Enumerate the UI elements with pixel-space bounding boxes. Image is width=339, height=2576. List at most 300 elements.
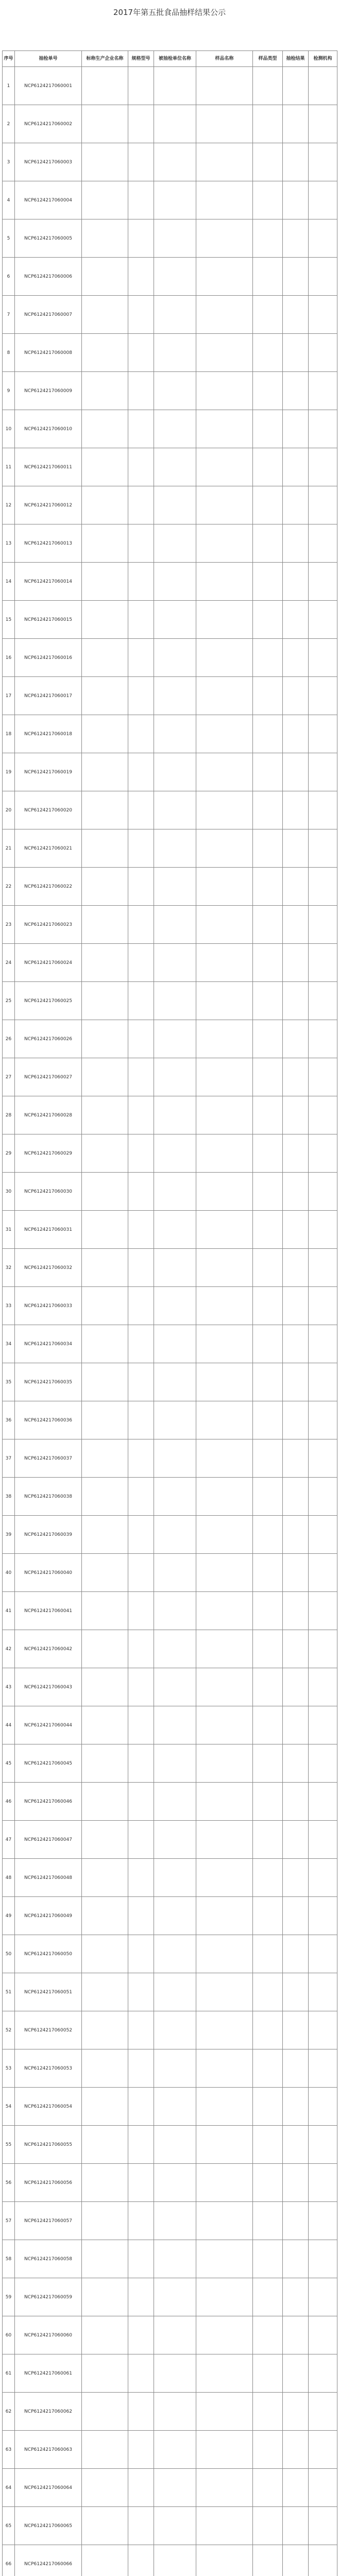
cell-no: 5 bbox=[3, 219, 15, 258]
cell-lab bbox=[309, 1439, 337, 1478]
cell-no: 15 bbox=[3, 601, 15, 639]
cell-sample-type bbox=[253, 1821, 283, 1859]
cell-sample-type bbox=[253, 2278, 283, 2316]
cell-lab bbox=[309, 2431, 337, 2469]
cell-sample-name bbox=[196, 1973, 253, 2011]
cell-sample-name bbox=[196, 2164, 253, 2202]
table-row bbox=[3, 1821, 337, 1859]
cell-no: 25 bbox=[3, 982, 15, 1020]
cell-sample-name bbox=[196, 944, 253, 982]
cell-result bbox=[283, 2164, 309, 2202]
cell-sample-id: NCP6124217060045 bbox=[15, 1744, 82, 1783]
cell-spec bbox=[128, 1249, 154, 1287]
cell-spec bbox=[128, 1973, 154, 2011]
cell-sample-type bbox=[253, 1592, 283, 1630]
col-header-producer: 标称生产企业名称 bbox=[82, 51, 128, 67]
cell-sampled-unit bbox=[154, 1935, 196, 1973]
col-header-sampled-unit: 被抽检单位名称 bbox=[154, 51, 196, 67]
cell-result bbox=[283, 791, 309, 829]
cell-sample-name bbox=[196, 639, 253, 677]
cell-producer bbox=[82, 829, 128, 868]
cell-spec bbox=[128, 2393, 154, 2431]
cell-no: 6 bbox=[3, 258, 15, 296]
cell-sample-type bbox=[253, 829, 283, 868]
cell-result bbox=[283, 944, 309, 982]
cell-sample-id: NCP6124217060009 bbox=[15, 372, 82, 410]
table-row bbox=[3, 1897, 337, 1935]
cell-producer bbox=[82, 2202, 128, 2240]
cell-sample-type bbox=[253, 1211, 283, 1249]
cell-sample-type bbox=[253, 715, 283, 753]
cell-producer bbox=[82, 1897, 128, 1935]
cell-spec bbox=[128, 2049, 154, 2088]
cell-sampled-unit bbox=[154, 1020, 196, 1058]
cell-no: 60 bbox=[3, 2316, 15, 2354]
cell-result bbox=[283, 1020, 309, 1058]
cell-producer bbox=[82, 1439, 128, 1478]
cell-sample-name bbox=[196, 2126, 253, 2164]
cell-lab bbox=[309, 219, 337, 258]
cell-sample-name bbox=[196, 1516, 253, 1554]
cell-sample-name bbox=[196, 2240, 253, 2278]
col-header-spec: 规格型号 bbox=[128, 51, 154, 67]
cell-no: 46 bbox=[3, 1783, 15, 1821]
cell-sampled-unit bbox=[154, 677, 196, 715]
cell-lab bbox=[309, 639, 337, 677]
cell-sampled-unit bbox=[154, 1744, 196, 1783]
cell-no: 48 bbox=[3, 1859, 15, 1897]
cell-no: 9 bbox=[3, 372, 15, 410]
cell-lab bbox=[309, 1554, 337, 1592]
cell-sampled-unit bbox=[154, 2393, 196, 2431]
cell-no: 35 bbox=[3, 1363, 15, 1401]
cell-producer bbox=[82, 2240, 128, 2278]
table-row bbox=[3, 143, 337, 181]
cell-sampled-unit bbox=[154, 1363, 196, 1401]
cell-spec bbox=[128, 1554, 154, 1592]
cell-no: 32 bbox=[3, 1249, 15, 1287]
table-row bbox=[3, 524, 337, 563]
cell-spec bbox=[128, 563, 154, 601]
cell-spec bbox=[128, 486, 154, 524]
cell-sample-name bbox=[196, 143, 253, 181]
cell-sample-id: NCP6124217060034 bbox=[15, 1325, 82, 1363]
cell-producer bbox=[82, 1668, 128, 1706]
cell-no: 47 bbox=[3, 1821, 15, 1859]
cell-result bbox=[283, 1859, 309, 1897]
cell-lab bbox=[309, 1211, 337, 1249]
cell-producer bbox=[82, 1211, 128, 1249]
cell-sample-type bbox=[253, 791, 283, 829]
cell-no: 20 bbox=[3, 791, 15, 829]
cell-sample-id: NCP6124217060001 bbox=[15, 67, 82, 105]
cell-spec bbox=[128, 1325, 154, 1363]
cell-producer bbox=[82, 2469, 128, 2507]
cell-sample-id: NCP6124217060066 bbox=[15, 2545, 82, 2576]
cell-sample-id: NCP6124217060015 bbox=[15, 601, 82, 639]
cell-producer bbox=[82, 1363, 128, 1401]
cell-result bbox=[283, 410, 309, 448]
cell-sampled-unit bbox=[154, 1249, 196, 1287]
cell-spec bbox=[128, 1058, 154, 1096]
cell-sample-id: NCP6124217060018 bbox=[15, 715, 82, 753]
cell-sample-name bbox=[196, 486, 253, 524]
cell-sample-name bbox=[196, 2202, 253, 2240]
cell-sample-id: NCP6124217060014 bbox=[15, 563, 82, 601]
cell-producer bbox=[82, 1706, 128, 1744]
cell-producer bbox=[82, 2545, 128, 2576]
cell-sample-name bbox=[196, 1287, 253, 1325]
cell-sample-id: NCP6124217060010 bbox=[15, 410, 82, 448]
cell-spec bbox=[128, 982, 154, 1020]
cell-lab bbox=[309, 2393, 337, 2431]
table-row bbox=[3, 1478, 337, 1516]
cell-sample-id: NCP6124217060032 bbox=[15, 1249, 82, 1287]
cell-lab bbox=[309, 1287, 337, 1325]
cell-sample-id: NCP6124217060012 bbox=[15, 486, 82, 524]
cell-result bbox=[283, 67, 309, 105]
cell-producer bbox=[82, 601, 128, 639]
cell-sample-name bbox=[196, 524, 253, 563]
cell-producer bbox=[82, 944, 128, 982]
cell-spec bbox=[128, 143, 154, 181]
cell-sample-id: NCP6124217060021 bbox=[15, 829, 82, 868]
table-row bbox=[3, 1973, 337, 2011]
cell-sample-name bbox=[196, 2431, 253, 2469]
cell-no: 62 bbox=[3, 2393, 15, 2431]
table-row bbox=[3, 2507, 337, 2545]
cell-sample-type bbox=[253, 2049, 283, 2088]
table-row bbox=[3, 563, 337, 601]
cell-lab bbox=[309, 2469, 337, 2507]
cell-sample-name bbox=[196, 1859, 253, 1897]
cell-sample-type bbox=[253, 1058, 283, 1096]
cell-sample-type bbox=[253, 181, 283, 219]
cell-spec bbox=[128, 2240, 154, 2278]
cell-sample-name bbox=[196, 1783, 253, 1821]
cell-sampled-unit bbox=[154, 2278, 196, 2316]
cell-lab bbox=[309, 448, 337, 486]
cell-sample-id: NCP6124217060008 bbox=[15, 334, 82, 372]
cell-sample-type bbox=[253, 1706, 283, 1744]
cell-sample-name bbox=[196, 829, 253, 868]
cell-sampled-unit bbox=[154, 410, 196, 448]
cell-sampled-unit bbox=[154, 2469, 196, 2507]
cell-sampled-unit bbox=[154, 1058, 196, 1096]
page-title: 2017年第五批食品抽样结果公示 bbox=[113, 8, 226, 17]
cell-spec bbox=[128, 258, 154, 296]
cell-sampled-unit bbox=[154, 1096, 196, 1134]
cell-spec bbox=[128, 1744, 154, 1783]
cell-lab bbox=[309, 1249, 337, 1287]
cell-sample-name bbox=[196, 219, 253, 258]
cell-lab bbox=[309, 1592, 337, 1630]
cell-sample-name bbox=[196, 1020, 253, 1058]
cell-lab bbox=[309, 2164, 337, 2202]
cell-producer bbox=[82, 906, 128, 944]
cell-no: 52 bbox=[3, 2011, 15, 2049]
cell-producer bbox=[82, 1478, 128, 1516]
cell-lab bbox=[309, 181, 337, 219]
cell-sample-type bbox=[253, 1363, 283, 1401]
cell-spec bbox=[128, 1935, 154, 1973]
cell-no: 36 bbox=[3, 1401, 15, 1439]
table-row bbox=[3, 829, 337, 868]
table-row bbox=[3, 2011, 337, 2049]
cell-no: 8 bbox=[3, 334, 15, 372]
cell-lab bbox=[309, 753, 337, 791]
cell-producer bbox=[82, 2126, 128, 2164]
cell-sample-type bbox=[253, 1897, 283, 1935]
cell-no: 59 bbox=[3, 2278, 15, 2316]
cell-lab bbox=[309, 1325, 337, 1363]
cell-spec bbox=[128, 2316, 154, 2354]
cell-producer bbox=[82, 677, 128, 715]
table-row bbox=[3, 715, 337, 753]
cell-spec bbox=[128, 1020, 154, 1058]
cell-sample-id: NCP6124217060054 bbox=[15, 2088, 82, 2126]
cell-lab bbox=[309, 2240, 337, 2278]
cell-no: 31 bbox=[3, 1211, 15, 1249]
cell-producer bbox=[82, 2011, 128, 2049]
cell-result bbox=[283, 1744, 309, 1783]
cell-sample-type bbox=[253, 410, 283, 448]
cell-producer bbox=[82, 1859, 128, 1897]
cell-producer bbox=[82, 1516, 128, 1554]
cell-spec bbox=[128, 1211, 154, 1249]
cell-sample-id: NCP6124217060040 bbox=[15, 1554, 82, 1592]
cell-sample-type bbox=[253, 1516, 283, 1554]
cell-producer bbox=[82, 1630, 128, 1668]
cell-producer bbox=[82, 1592, 128, 1630]
cell-no: 38 bbox=[3, 1478, 15, 1516]
cell-sample-id: NCP6124217060007 bbox=[15, 296, 82, 334]
cell-no: 26 bbox=[3, 1020, 15, 1058]
cell-sample-id: NCP6124217060024 bbox=[15, 944, 82, 982]
cell-sample-type bbox=[253, 601, 283, 639]
table-row bbox=[3, 1516, 337, 1554]
cell-sample-type bbox=[253, 524, 283, 563]
table-row bbox=[3, 982, 337, 1020]
cell-sampled-unit bbox=[154, 67, 196, 105]
cell-sampled-unit bbox=[154, 2126, 196, 2164]
cell-sampled-unit bbox=[154, 181, 196, 219]
cell-sample-type bbox=[253, 639, 283, 677]
cell-no: 4 bbox=[3, 181, 15, 219]
cell-sample-name bbox=[196, 181, 253, 219]
cell-result bbox=[283, 448, 309, 486]
cell-result bbox=[283, 1401, 309, 1439]
cell-result bbox=[283, 2316, 309, 2354]
cell-producer bbox=[82, 2431, 128, 2469]
cell-sample-name bbox=[196, 1668, 253, 1706]
results-table bbox=[2, 50, 337, 2576]
cell-sample-type bbox=[253, 219, 283, 258]
cell-result bbox=[283, 296, 309, 334]
cell-sample-id: NCP6124217060049 bbox=[15, 1897, 82, 1935]
col-header-sample-type: 样品类型 bbox=[253, 51, 283, 67]
cell-spec bbox=[128, 753, 154, 791]
cell-sample-name bbox=[196, 2088, 253, 2126]
cell-producer bbox=[82, 2316, 128, 2354]
cell-lab bbox=[309, 1859, 337, 1897]
cell-producer bbox=[82, 67, 128, 105]
cell-spec bbox=[128, 1363, 154, 1401]
cell-result bbox=[283, 2126, 309, 2164]
table-row bbox=[3, 2545, 337, 2576]
cell-lab bbox=[309, 1058, 337, 1096]
cell-sample-id: NCP6124217060037 bbox=[15, 1439, 82, 1478]
table-row bbox=[3, 1287, 337, 1325]
cell-sample-type bbox=[253, 1173, 283, 1211]
cell-sample-type bbox=[253, 296, 283, 334]
cell-spec bbox=[128, 410, 154, 448]
cell-sample-type bbox=[253, 2545, 283, 2576]
cell-producer bbox=[82, 868, 128, 906]
cell-sample-id: NCP6124217060020 bbox=[15, 791, 82, 829]
cell-sampled-unit bbox=[154, 1973, 196, 2011]
cell-no: 33 bbox=[3, 1287, 15, 1325]
cell-producer bbox=[82, 1134, 128, 1173]
cell-result bbox=[283, 1630, 309, 1668]
cell-lab bbox=[309, 296, 337, 334]
cell-no: 24 bbox=[3, 944, 15, 982]
cell-result bbox=[283, 334, 309, 372]
table-row bbox=[3, 639, 337, 677]
cell-sample-id: NCP6124217060005 bbox=[15, 219, 82, 258]
cell-sampled-unit bbox=[154, 334, 196, 372]
cell-spec bbox=[128, 944, 154, 982]
cell-lab bbox=[309, 1821, 337, 1859]
cell-no: 19 bbox=[3, 753, 15, 791]
cell-sample-id: NCP6124217060033 bbox=[15, 1287, 82, 1325]
table-row bbox=[3, 2354, 337, 2393]
col-header-lab: 检测机构 bbox=[309, 51, 337, 67]
cell-sample-type bbox=[253, 105, 283, 143]
cell-no: 61 bbox=[3, 2354, 15, 2393]
col-header-result: 抽检结果 bbox=[283, 51, 309, 67]
cell-sample-type bbox=[253, 2202, 283, 2240]
cell-producer bbox=[82, 2393, 128, 2431]
cell-sample-name bbox=[196, 2278, 253, 2316]
cell-lab bbox=[309, 982, 337, 1020]
cell-sample-type bbox=[253, 1744, 283, 1783]
cell-sample-type bbox=[253, 372, 283, 410]
cell-sample-name bbox=[196, 1706, 253, 1744]
cell-sample-name bbox=[196, 448, 253, 486]
cell-no: 29 bbox=[3, 1134, 15, 1173]
cell-result bbox=[283, 486, 309, 524]
cell-spec bbox=[128, 829, 154, 868]
cell-sample-name bbox=[196, 2316, 253, 2354]
cell-spec bbox=[128, 2545, 154, 2576]
cell-lab bbox=[309, 143, 337, 181]
table-row bbox=[3, 1058, 337, 1096]
cell-producer bbox=[82, 2507, 128, 2545]
cell-sampled-unit bbox=[154, 944, 196, 982]
cell-sampled-unit bbox=[154, 524, 196, 563]
cell-sample-id: NCP6124217060031 bbox=[15, 1211, 82, 1249]
cell-sample-name bbox=[196, 1478, 253, 1516]
cell-sampled-unit bbox=[154, 1783, 196, 1821]
cell-sample-id: NCP6124217060022 bbox=[15, 868, 82, 906]
cell-sample-name bbox=[196, 1058, 253, 1096]
cell-result bbox=[283, 1935, 309, 1973]
cell-sampled-unit bbox=[154, 2202, 196, 2240]
cell-producer bbox=[82, 2278, 128, 2316]
cell-sample-id: NCP6124217060056 bbox=[15, 2164, 82, 2202]
cell-lab bbox=[309, 2316, 337, 2354]
cell-sampled-unit bbox=[154, 1401, 196, 1439]
cell-lab bbox=[309, 2088, 337, 2126]
cell-lab bbox=[309, 334, 337, 372]
cell-lab bbox=[309, 1516, 337, 1554]
table-row bbox=[3, 334, 337, 372]
cell-sample-type bbox=[253, 1134, 283, 1173]
cell-sample-id: NCP6124217060028 bbox=[15, 1096, 82, 1134]
cell-no: 2 bbox=[3, 105, 15, 143]
cell-no: 27 bbox=[3, 1058, 15, 1096]
cell-no: 1 bbox=[3, 67, 15, 105]
cell-sampled-unit bbox=[154, 868, 196, 906]
cell-spec bbox=[128, 601, 154, 639]
cell-no: 63 bbox=[3, 2431, 15, 2469]
cell-sample-name bbox=[196, 2469, 253, 2507]
cell-lab bbox=[309, 1020, 337, 1058]
cell-sampled-unit bbox=[154, 1134, 196, 1173]
cell-sample-name bbox=[196, 601, 253, 639]
cell-sample-id: NCP6124217060042 bbox=[15, 1630, 82, 1668]
cell-producer bbox=[82, 410, 128, 448]
cell-producer bbox=[82, 2049, 128, 2088]
table-row bbox=[3, 2240, 337, 2278]
cell-sampled-unit bbox=[154, 143, 196, 181]
table-row bbox=[3, 1630, 337, 1668]
cell-sampled-unit bbox=[154, 1478, 196, 1516]
cell-lab bbox=[309, 1706, 337, 1744]
cell-sample-type bbox=[253, 448, 283, 486]
table-row bbox=[3, 1211, 337, 1249]
cell-sample-id: NCP6124217060058 bbox=[15, 2240, 82, 2278]
cell-result bbox=[283, 982, 309, 1020]
cell-sample-id: NCP6124217060002 bbox=[15, 105, 82, 143]
cell-sample-name bbox=[196, 2354, 253, 2393]
cell-no: 49 bbox=[3, 1897, 15, 1935]
cell-no: 43 bbox=[3, 1668, 15, 1706]
cell-result bbox=[283, 1478, 309, 1516]
cell-sampled-unit bbox=[154, 1211, 196, 1249]
cell-sample-type bbox=[253, 1630, 283, 1668]
cell-lab bbox=[309, 1478, 337, 1516]
table-row bbox=[3, 258, 337, 296]
cell-sample-id: NCP6124217060039 bbox=[15, 1516, 82, 1554]
cell-sample-name bbox=[196, 1325, 253, 1363]
cell-result bbox=[283, 1783, 309, 1821]
cell-sample-type bbox=[253, 2354, 283, 2393]
table-row bbox=[3, 944, 337, 982]
cell-spec bbox=[128, 1783, 154, 1821]
cell-lab bbox=[309, 1897, 337, 1935]
cell-result bbox=[283, 181, 309, 219]
cell-spec bbox=[128, 2088, 154, 2126]
cell-no: 30 bbox=[3, 1173, 15, 1211]
cell-sample-type bbox=[253, 2469, 283, 2507]
cell-result bbox=[283, 1439, 309, 1478]
cell-producer bbox=[82, 219, 128, 258]
cell-spec bbox=[128, 2202, 154, 2240]
cell-spec bbox=[128, 448, 154, 486]
cell-sampled-unit bbox=[154, 1516, 196, 1554]
